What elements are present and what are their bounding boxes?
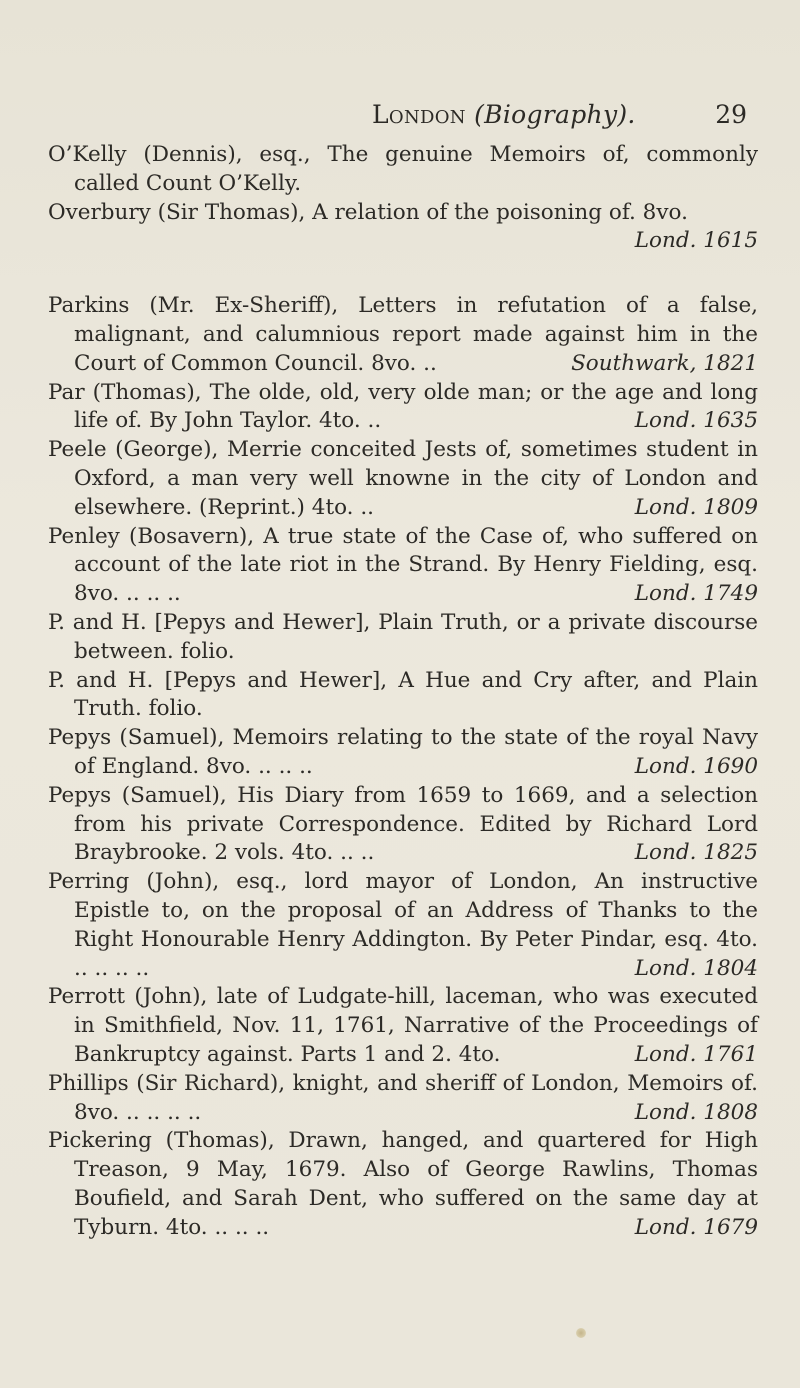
entry-imprint: Lond. 1749	[634, 581, 758, 607]
running-head-subtitle: (Biography).	[474, 100, 636, 129]
entry-text: Par (Thomas), The olde, old, very olde man; or the age and long life of. By John Taylor. 4to. ..	[48, 379, 758, 434]
entry-text: P. and H. [Pepys and Hewer], Plain Truth, or a private discourse between. folio.	[48, 609, 758, 664]
bibliography-entry	[48, 1070, 758, 1128]
bibliography-entry	[48, 379, 758, 437]
entry-imprint: Southwark, 1821	[571, 350, 758, 376]
entry-text: Peele (George), Merrie conceited Jests of, sometimes student in Oxford, a man very well knowne in the city of London and elsewhere. (Reprint.) 4to. ..	[48, 437, 758, 520]
entry-text: P. and H. [Pepys and Hewer], A Hue and Cry after, and Plain Truth. folio.	[48, 667, 758, 722]
page-number: 29	[715, 100, 747, 129]
entry-imprint: Lond. 1809	[634, 494, 758, 520]
bibliography-entry	[48, 141, 758, 199]
entry-text: Overbury (Sir Thomas), A relation of the poisoning of. 8vo.	[48, 199, 688, 225]
bibliography-entry	[48, 782, 758, 868]
bibliography-entry	[48, 609, 758, 667]
entry-text: Perrott (John), late of Ludgate-hill, laceman, who was executed in Smithfield, Nov. 11, 1761, Narrative of the Proceedings of Bankruptcy against. Parts 1 and 2. 4to.	[48, 984, 758, 1067]
entry-text: Pickering (Thomas), Drawn, hanged, and quartered for High Treason, 9 May, 1679. Also of George Rawlins, Thomas Boufield, and Sarah Dent, who suffered on the same day at Tyburn. 4to. .. .. ..	[48, 1128, 758, 1240]
entry-text: Perring (John), esq., lord mayor of London, An instructive Epistle to, on the proposal of an Address of Thanks to the Right Honourable Henry Addington. By Peter Pindar, esq. 4to. .. .. .. ..	[48, 869, 758, 981]
entry-text: O’Kelly (Dennis), esq., The genuine Memoirs of, commonly called Count O’Kelly.	[48, 142, 758, 196]
bibliography-entry	[48, 199, 758, 257]
bibliography-entry	[48, 724, 758, 782]
entry-text: Parkins (Mr. Ex-Sheriff), Letters in refutation of a false, malignant, and calumnious report made against him in the Court of Common Council. 8vo. ..	[48, 293, 758, 376]
entry-text: Penley (Bosavern), A true state of the Case of, who suffered on account of the late riot in the Strand. By Henry Fielding, esq. 8vo. .. .. ..	[48, 523, 758, 607]
bibliography-entry	[48, 667, 758, 725]
bibliography-list	[48, 141, 758, 1242]
running-head	[372, 100, 636, 129]
bibliography-entry	[48, 523, 758, 609]
paper-fleck	[576, 1328, 586, 1338]
bibliography-entry	[48, 868, 758, 983]
entry-imprint: Lond. 1679	[634, 1214, 758, 1240]
entry-imprint: Lond. 1615	[634, 228, 758, 254]
entry-text: Pepys (Samuel), Memoirs relating to the state of the royal Navy of England. 8vo. .. .. ..	[48, 725, 758, 779]
entry-text: Pepys (Samuel), His Diary from 1659 to 1669, and a selection from his private Correspondence. Edited by Richard Lord Braybrooke. 2 vols. 4to. .. ..	[48, 782, 758, 866]
entry-imprint: Lond. 1635	[634, 408, 758, 434]
entry-imprint: Lond. 1690	[634, 753, 758, 779]
bibliography-entry	[48, 436, 758, 522]
bibliography-entry	[48, 983, 758, 1069]
entry-imprint: Lond. 1761	[634, 1041, 758, 1067]
entry-imprint: Lond. 1808	[634, 1099, 758, 1125]
entry-imprint: Lond. 1825	[634, 840, 758, 866]
bibliography-entry	[48, 1127, 758, 1242]
bibliography-entry	[48, 292, 758, 378]
entry-imprint: Lond. 1804	[634, 955, 758, 981]
entry-text: Phillips (Sir Richard), knight, and sheriff of London, Memoirs of. 8vo. .. .. .. ..	[48, 1070, 758, 1125]
running-head-title: London	[372, 100, 466, 129]
